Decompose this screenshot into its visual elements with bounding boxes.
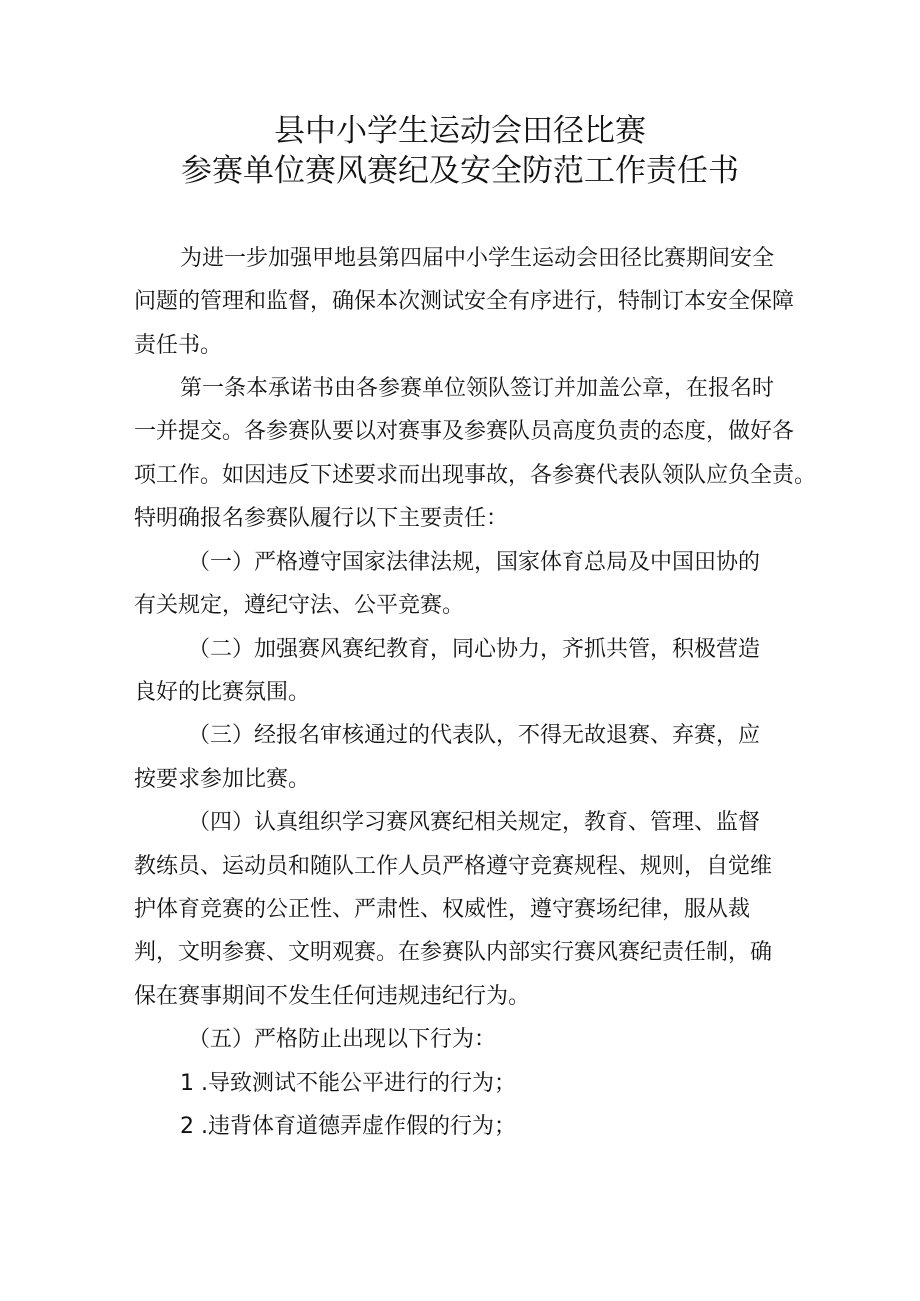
body-line: （四）认真组织学习赛风赛纪相关规定，教育、管理、监督 (188, 810, 761, 835)
body-line: 一并提交。各参赛队要以对赛事及参赛队员高度负责的态度，做好各 (134, 419, 795, 444)
body-line: （二）加强赛风赛纪教育，同心协力，齐抓共管，积极营造 (188, 637, 761, 662)
body-line: 问题的管理和监督，确保本次测试安全有序进行，特制订本安全保障 (134, 289, 795, 314)
body-line: 特明确报名参赛队履行以下主要责任： (134, 506, 509, 531)
body-line: 保在赛事期间不发生任何违规违纪行为。 (134, 984, 531, 1009)
body-line: 判，文明参赛、文明观赛。在参赛队内部实行赛风赛纪责任制，确 (134, 940, 773, 965)
body-line: 项工作。如因违反下述要求而出现事故，各参赛代表队领队应负全责。 (134, 463, 817, 488)
body-line: （五）严格防止出现以下行为： (188, 1027, 497, 1052)
body-line: 责任书。 (134, 333, 223, 358)
list-item: 1 .导致测试不能公平进行的行为； (180, 1071, 516, 1096)
body-line: 护体育竞赛的公正性、严肃性、权威性，遵守赛场纪律，服从裁 (134, 897, 751, 922)
body-line: 第一条本承诺书由各参赛单位领队签订并加盖公章，在报名时 (180, 376, 775, 401)
list-item: 2 .违背体育道德弄虚作假的行为； (180, 1114, 516, 1139)
title-line-1: 县中小学生运动会田径比赛 (274, 113, 646, 149)
body-line: 良好的比赛氛围。 (134, 680, 311, 705)
title-line-2: 参赛单位赛风赛纪及安全防范工作责任书 (181, 153, 739, 189)
body-line: （一）严格遵守国家法律法规，国家体育总局及中国田协的 (188, 550, 761, 575)
body-line: 有关规定，遵纪守法、公平竞赛。 (134, 593, 465, 618)
body-line: （三）经报名审核通过的代表队，不得无故退赛、弃赛，应 (188, 723, 761, 748)
body-line: 为进一步加强甲地县第四届中小学生运动会田径比赛期间安全 (180, 246, 775, 271)
body-line: 教练员、运动员和随队工作人员严格遵守竞赛规程、规则，自觉维 (134, 854, 773, 879)
body-line: 按要求参加比赛。 (134, 767, 311, 792)
